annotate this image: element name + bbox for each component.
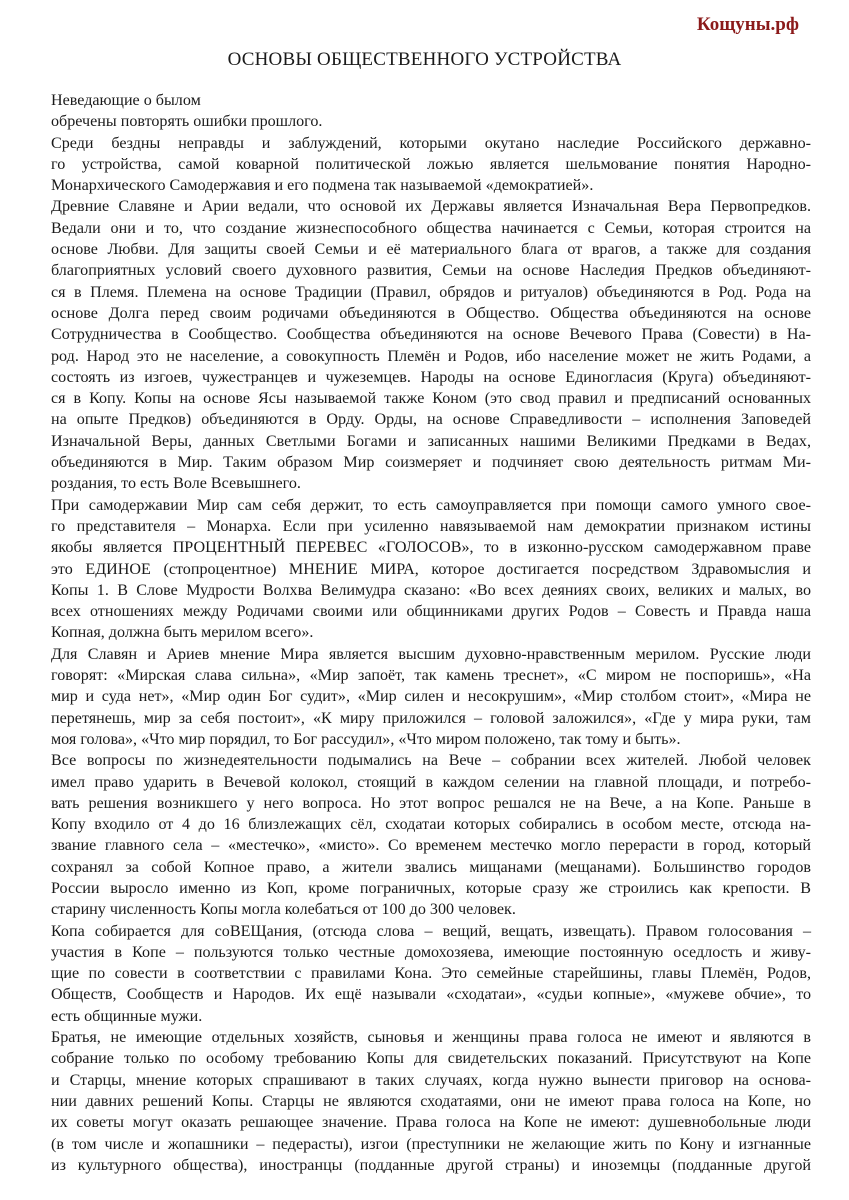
text-line: нии давних решений Копы. Старцы не являются сходатаями, они не имеют права голоса на Копе, но xyxy=(51,1092,811,1110)
text-line: объединяются в Мир. Таким образом Мир соизмеряет и подчиняет свою деятельность ритмам Ми- xyxy=(51,454,811,472)
text-line: Древние Славяне и Арии ведали, что основой их Державы является Изначальная Вера Первопредков. xyxy=(51,198,811,216)
text-line: го устройства, самой коварной политической ложью является шельмование понятия Народно- xyxy=(51,155,811,173)
text-line: перетянешь, мир за себя постоит», «К миру приложился – головой заложился», «Где у мира руки, там xyxy=(51,709,811,727)
text-line: основе Любви. Для защиты своей Семьи и её материального блага от врагов, а также для создания xyxy=(51,241,811,259)
text-line: Для Славян и Ариев мнение Мира является высшим духовно-нравственным мерилом. Русские люди xyxy=(51,645,811,663)
text-line: это ЕДИНОЕ (стопроцентное) МНЕНИЕ МИРА, которое достигается посредством Здравомыслия и xyxy=(51,560,811,578)
text-line: мир и суда нет», «Мир один Бог судит», «Мир силен и несокрушим», «Мир столбом стоит», «Мира не xyxy=(51,688,811,706)
text-line: моя голова», «Что мир порядил, то Бог рассудил», «Что миром положено, так тому и быть». xyxy=(51,730,681,748)
text-line: собрание только по особому требованию Копы для свидетельских показаний. Присутствуют на Копе xyxy=(51,1050,811,1068)
text-line: Копная, должна быть мерилом всего». xyxy=(51,624,314,642)
text-line: из культурного общества), иностранцы (подданные другой страны) и иноземцы (подданные другой xyxy=(51,1156,811,1174)
text-line: и Старцы, мнение которых спрашивают в таких случаях, когда нужно вынести приговор на основа- xyxy=(51,1071,811,1089)
text-line: России выросло именно из Коп, кроме пограничных, которые сразу же строились как крепости. В xyxy=(51,879,811,897)
text-line: При самодержавии Мир сам себя держит, то есть самоуправляется при помощи самого умного свое- xyxy=(51,496,811,514)
text-line: ся в Племя. Племена на основе Традиции (Правил, обрядов и ритуалов) объединяются в Род. Рода на xyxy=(51,283,811,301)
text-line: (в том числе и жопашники – педерасты), изгои (преступники не желающие жить по Кону и изгнанные xyxy=(51,1135,811,1153)
text-line: щие по совести в соответствии с правилами Кона. Это семейные старейшины, главы Племён, Родов, xyxy=(51,965,811,983)
text-line: Копы 1. В Слове Мудрости Волхва Велимудра сказано: «Во всех деяниях своих, великих и малых, во xyxy=(51,581,811,599)
text-line: Братья, не имеющие отдельных хозяйств, сыновья и женщины права голоса не имеют и являются в xyxy=(51,1029,811,1047)
site-brand: Кощуны.рф xyxy=(696,14,799,35)
text-line: Обществ, Сообществ и Народов. Их ещё называли «сходатаи», «судьи копные», «мужеве обчие», то xyxy=(51,986,811,1004)
text-line: вать решения возникшего у него вопроса. Но этот вопрос решался не на Вече, а на Копе. Раньше в xyxy=(51,794,811,812)
text-line: старину численность Копы могла колебаться от 100 до 300 человек. xyxy=(51,901,516,919)
text-line: есть общинные мужи. xyxy=(51,1007,203,1025)
text-line: на опыте Предков) объединяются в Орду. Орды, на основе Справедливости – исполнения Заповедей xyxy=(51,411,811,429)
text-line: говорят: «Мирская слава сильна», «Мир запоёт, так камень треснет», «С миром не поспоришь», «На xyxy=(51,667,811,685)
text-line: основе Долга перед своим родичами объединяются в Общество. Общества объединяются на основе xyxy=(51,304,811,322)
text-line: Сотрудничества в Сообщество. Сообщества объединяются на основе Вечевого Права (Совести) в На- xyxy=(51,326,811,344)
text-line: го представителя – Монарха. Если при усиленно навязываемой нам демократии признаком истины xyxy=(51,517,811,535)
text-line: Среди бездны неправды и заблуждений, которыми окутано наследие Российского державно- xyxy=(51,134,811,152)
text-line: обречены повторять ошибки прошлого. xyxy=(51,113,323,131)
text-line: Копа собирается для соВЕЩания, (отсюда слова – вещий, вещать, извещать). Правом голосования – xyxy=(51,922,811,940)
text-line: ся в Копу. Копы на основе Ясы называемой также Коном (это свод правил и предписаний основанных xyxy=(51,390,811,408)
text-line: состоять из изгоев, чужестранцев и чужеземцев. Народы на основе Единогласия (Круга) объединяют- xyxy=(51,368,811,386)
text-line: Монархического Самодержавия и его подмена так называемой «демократией». xyxy=(51,177,594,195)
text-line: звание главного села – «местечко», «мисто». Со временем местечко могло перерасти в город, который xyxy=(51,837,811,855)
text-line: роздания, то есть Воле Всевышнего. xyxy=(51,475,301,493)
text-line: Изначальной Веры, данных Светлыми Богами и записанных нашими Великими Предками в Ведах, xyxy=(51,432,811,450)
text-line: благоприятных условий своего духовного развития, Семьи на основе Наследия Предков объединяют- xyxy=(51,262,811,280)
text-line: Все вопросы по жизнедеятельности подымались на Вече – собрании всех жителей. Любой человек xyxy=(51,752,811,770)
document-body xyxy=(51,90,811,1176)
text-line: Копу входило от 4 до 16 близлежащих сёл, сходатаи которых собирались в особом месте, отсюда на- xyxy=(51,816,811,834)
page-title: ОСНОВЫ ОБЩЕСТВЕННОГО УСТРОЙСТВА xyxy=(227,49,622,70)
text-line: их советы могут оказать решающее значение. Права голоса на Копе не имеют: душевнобольные люди xyxy=(51,1114,811,1132)
text-line: сохранял за собой Копное право, а жители звались мищанами (мещанами). Большинство городов xyxy=(51,858,811,876)
text-line: участия в Копе – пользуются только честные домохозяева, имеющие постоянную оседлость и живу- xyxy=(51,943,811,961)
text-line: Ведали они и то, что создание жизнеспособного общества начинается с Семьи, которая строится на xyxy=(51,219,811,237)
text-line: род. Народ это не население, а совокупность Племён и Родов, ибо население может не жить Родами, а xyxy=(51,347,811,365)
text-line: имел право ударить в Вечевой колокол, стоящий в каждом селении на главной площади, и потребо- xyxy=(51,773,811,791)
text-line: якобы является ПРОЦЕНТНЫЙ ПЕРЕВЕС «ГОЛОСОВ», то в изконно-русском самодержавном праве xyxy=(51,539,811,557)
text-line: всех отношениях между Родичами своими или общинниками других Родов – Совесть и Правда наша xyxy=(51,603,811,621)
text-line: Неведающие о былом xyxy=(51,92,201,109)
